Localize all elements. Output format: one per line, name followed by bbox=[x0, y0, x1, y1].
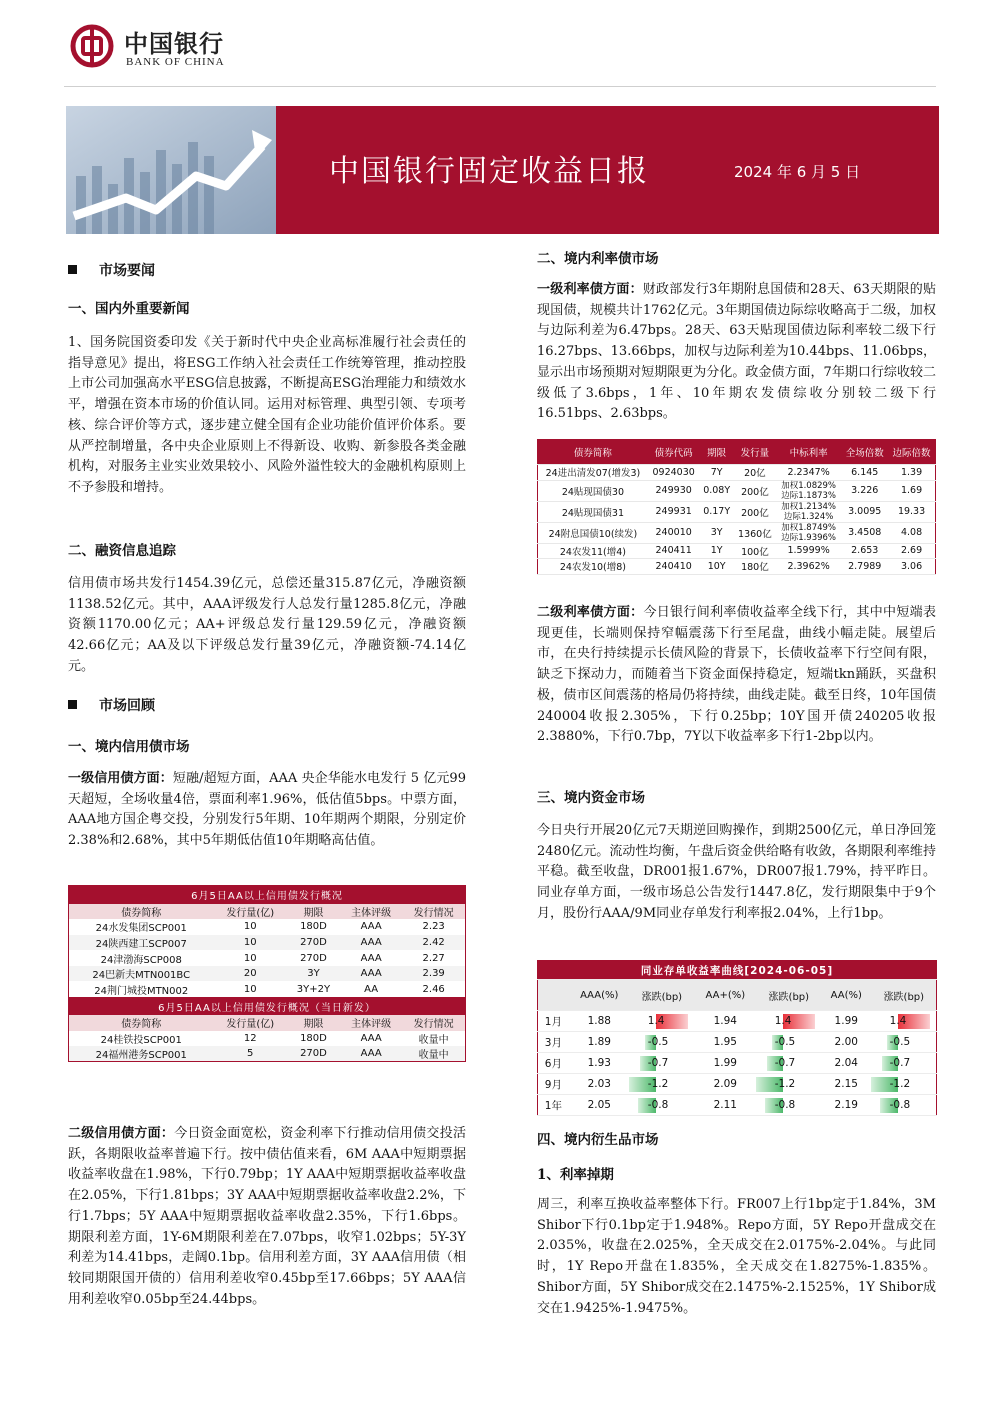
table-cell: 0.17Y bbox=[699, 501, 733, 522]
table-header-cell: 发行量(亿) bbox=[213, 1015, 287, 1031]
table-header-cell: 中标利率 bbox=[776, 440, 841, 465]
table-caption: 6月5日AA以上信用债发行概况 bbox=[69, 886, 466, 904]
table-header-cell: 期限 bbox=[699, 440, 733, 465]
secondary-credit-label: 二级信用债方面： bbox=[68, 1126, 175, 1141]
swap-heading: 1、利率掉期 bbox=[537, 1167, 614, 1183]
yield-cell: 2.03 bbox=[569, 1074, 630, 1095]
table-header-cell: 债券代码 bbox=[648, 440, 700, 465]
yield-cell: 2.15 bbox=[821, 1074, 872, 1095]
change-value: -0.5 bbox=[774, 1036, 796, 1048]
yield-cell: 1.99 bbox=[821, 1011, 872, 1032]
primary-credit-paragraph bbox=[68, 769, 466, 852]
table-header-cell: 发行量(亿) bbox=[213, 904, 287, 920]
tenor-cell: 1年 bbox=[538, 1095, 569, 1116]
change-value: -0.8 bbox=[889, 1099, 911, 1111]
table-cell: 24津渤海SCP008 bbox=[69, 950, 214, 966]
rate-bond-issuance-table bbox=[537, 439, 936, 575]
table-cell: 24荆门城投MTN002 bbox=[69, 981, 214, 997]
table-cell: 3Y+2Y bbox=[287, 981, 340, 997]
table-cell: 加权1.0829% 边际1.1873% bbox=[776, 480, 841, 501]
table-header-cell: 债券简称 bbox=[69, 1015, 214, 1031]
tenor-cell: 3月 bbox=[538, 1032, 569, 1053]
table-cell: 3.226 bbox=[841, 480, 888, 501]
table-cell: 4.08 bbox=[888, 522, 935, 543]
secondary-credit-text: 今日资金面宽松，资金利率下行推动信用债交投活跃，各期限收益率普遍下行。按中债估值来看，6M AAA中短期票据收益率收盘在1.98%，下行0.79bp；1Y AAA中短期票据收益率收盘在2.05%，下行1.81bps；3Y AAA中短期票据收益率收盘2.2%，下行1.7bps；5Y AAA中短期票据收益率收盘2.35%，下行1.6bps。期限利差方面，1Y-6M期限利差在7.07bps，收窄1.02bps；5Y-3Y利差为14.41bps，走阔0.1bp。信用利差方面，3Y AAA信用债（相较同期限国开债的）信用利差收窄0.45bp至17.66bps；5Y AAA信用利差收窄0.05bp至24.44bps。 bbox=[68, 1126, 466, 1307]
primary-rates-text: 财政部发行3年期附息国债和28天、63天期限的贴现国债，规模共计1762亿元。3年期国债边际综收略高于二级，加权与边际利差为6.47bps。28天、63天贴现国债边际利率较二级下行16.27bps、13.66bps，加权与边际利差为10.44bps、11.06bps，显示出市场预期对短期限更为分化。政金债方面，7年期口行综收较二级低了3.6bps，1年、10年期农发债综收分别较二级下行16.51bps、2.63bps。 bbox=[537, 282, 936, 422]
header-divider bbox=[64, 86, 936, 87]
section-market-review bbox=[68, 695, 155, 715]
table-cell: 10 bbox=[213, 935, 287, 951]
change-value: -0.8 bbox=[774, 1099, 796, 1111]
table-row bbox=[69, 1046, 466, 1062]
table-cell: 180D bbox=[287, 1031, 340, 1047]
table-row bbox=[538, 1011, 937, 1032]
table-cell: 249930 bbox=[648, 480, 700, 501]
table-cell: 24农发11(增4) bbox=[538, 543, 648, 559]
table-cell: 24进出清发07(增发3) bbox=[538, 465, 648, 481]
change-value: -0.7 bbox=[774, 1057, 796, 1069]
change-value: -0.8 bbox=[647, 1099, 669, 1111]
table-row bbox=[538, 1095, 937, 1116]
growth-arrow-image bbox=[66, 106, 276, 234]
table-cell: 249931 bbox=[648, 501, 700, 522]
change-cell bbox=[872, 1095, 937, 1116]
domestic-news-heading: 一、国内外重要新闻 bbox=[68, 301, 190, 317]
credit-issuance-table bbox=[68, 885, 466, 1062]
table-cell: 2.2347% bbox=[776, 465, 841, 481]
table-cell: 180亿 bbox=[734, 559, 776, 575]
financing-heading: 二、融资信息追踪 bbox=[68, 543, 176, 559]
section-market-news-label: 市场要闻 bbox=[99, 263, 155, 279]
secondary-rates-paragraph bbox=[537, 603, 936, 748]
table-cell: 7Y bbox=[699, 465, 733, 481]
change-value: -1.2 bbox=[774, 1078, 796, 1090]
news-paragraph: 1、国务院国资委印发《关于新时代中央企业高标准履行社会责任的指导意见》提出，将ESG工作纳入社会责任工作统筹管理，推动控股上市公司加强高水平ESG信息披露，不断提高ESG治理能力和绩效水平，增强在资本市场的价值认同。运用对标管理、典型引领、专项考核、综合评价等方式，逐步建立健全国有企业功能价值评价体系。要从严控制增量，各中央企业原则上不得新设、收购、新参股各类金融机构，对服务主业实业效果较小、风险外溢性较大的金融机构原则上不予参股和增持。 bbox=[68, 335, 466, 495]
table-cell: AAA bbox=[340, 966, 402, 982]
table-header-cell: 发行情况 bbox=[402, 904, 465, 920]
table-cell: 200亿 bbox=[734, 501, 776, 522]
table-header-cell: AA+(%) bbox=[694, 980, 757, 1011]
swap-paragraph: 周三，利率互换收益率整体下行。FR007上行1bp定于1.84%，3M Shibor下行0.1bp定于1.948%。Repo方面，5Y Repo开盘成交在2.035%，收盘在2.025%，全天成交在2.0175%-2.04%。与此同时，1Y Repo开盘在1.835%，全天成交在1.8275%-1.835%。Shibor方面，5Y Shibor成交在2.1475%-2.1525%，1Y Shibor成交在1.9425%-1.9475%。 bbox=[537, 1197, 936, 1316]
change-cell bbox=[872, 1011, 937, 1032]
table-cell: 5 bbox=[213, 1046, 287, 1062]
table-cell: 1.69 bbox=[888, 480, 935, 501]
yield-cell: 2.19 bbox=[821, 1095, 872, 1116]
change-cell bbox=[630, 1032, 694, 1053]
table-cell: 2.3962% bbox=[776, 559, 841, 575]
table-cell: 240410 bbox=[648, 559, 700, 575]
table-cell: 1.5999% bbox=[776, 543, 841, 559]
table-cell: 24水发集团SCP001 bbox=[69, 919, 214, 935]
secondary-rates-text: 今日银行间利率债收益率全线下行，其中中短端表现更佳，长端则保持窄幅震荡下行至尾盘，曲线小幅走陡。展望后市，在央行持续提示长债风险的背景下，长债收益率下行空间有限，缺乏下探动力，而随着当下资金面保持稳定，短端tkn踊跃，买盘积极，债市区间震荡的格局仍将持续，曲线走陡。截至日终，10年国债240004收报2.305%，下行0.25bp；10Y国开债240205收报2.3880%，下行0.7bp，7Y以下收益率多下行1-2bp以内。 bbox=[537, 605, 936, 745]
table-cell: 1Y bbox=[699, 543, 733, 559]
table-cell: AAA bbox=[340, 919, 402, 935]
logo-english-name: BANK OF CHINA bbox=[126, 56, 225, 68]
table-cell: 10 bbox=[213, 950, 287, 966]
money-market-paragraph: 今日央行开展20亿元7天期逆回购操作，到期2500亿元，单日净回笼2480亿元。流动性均衡，午盘后资金供给略有收敛，各期限利率维持平稳。截至收盘，DR001报1.67%，DR007报1.79%，持平昨日。同业存单方面，一级市场总公告发行1447.8亿，发行期限集中于9个月，股份行AAA/9M同业存单发行利率报2.04%，上行1bp。 bbox=[537, 823, 936, 921]
table-cell: 24贴现国债31 bbox=[538, 501, 648, 522]
ncd-yield-curve-table bbox=[537, 960, 937, 1116]
table-cell: 2.27 bbox=[402, 950, 465, 966]
table-row bbox=[69, 935, 466, 951]
table-cell: 24福州港务SCP001 bbox=[69, 1046, 214, 1062]
table-header-cell bbox=[538, 980, 569, 1011]
table-caption: 同业存单收益率曲线[2024-06-05] bbox=[538, 961, 937, 980]
table-cell: AAA bbox=[340, 950, 402, 966]
table-cell: 10Y bbox=[699, 559, 733, 575]
report-date: 2024 年 6 月 5 日 bbox=[734, 163, 861, 181]
section-market-review-label: 市场回顾 bbox=[99, 698, 155, 714]
table-cell: AA bbox=[340, 981, 402, 997]
change-value: 1.4 bbox=[889, 1015, 907, 1027]
table-cell: 2.7989 bbox=[841, 559, 888, 575]
table-row bbox=[69, 981, 466, 997]
table-header-cell: 涨跌(bp) bbox=[630, 980, 694, 1011]
table-header-cell: 债券简称 bbox=[538, 440, 648, 465]
change-value: -0.7 bbox=[647, 1057, 669, 1069]
secondary-credit-paragraph bbox=[68, 1124, 466, 1310]
table-row bbox=[538, 1074, 937, 1095]
tenor-cell: 6月 bbox=[538, 1053, 569, 1074]
rates-market-heading: 二、境内利率债市场 bbox=[537, 251, 659, 267]
table-cell: 270D bbox=[287, 1046, 340, 1062]
bank-of-china-emblem-icon bbox=[70, 24, 114, 68]
table-header-cell: 发行情况 bbox=[402, 1015, 465, 1031]
change-value: -0.7 bbox=[889, 1057, 911, 1069]
table-cell: 收量中 bbox=[402, 1046, 465, 1062]
table-cell: 240010 bbox=[648, 522, 700, 543]
table-cell: 270D bbox=[287, 950, 340, 966]
table-cell: 3Y bbox=[287, 966, 340, 982]
table-cell: 24桂铁投SCP001 bbox=[69, 1031, 214, 1047]
yield-cell: 1.93 bbox=[569, 1053, 630, 1074]
table-cell: 180D bbox=[287, 919, 340, 935]
table-cell: 24巴新夫MTN001BC bbox=[69, 966, 214, 982]
table-header-cell: 债券简称 bbox=[69, 904, 214, 920]
table-row bbox=[69, 1031, 466, 1047]
table-cell: 100亿 bbox=[734, 543, 776, 559]
primary-credit-text: 短融/超短方面，AAA 央企华能水电发行 5 亿元99天超短，全场收量4倍，票面利率1.96%，低估值5bps。中票方面，AAA地方国企粤交投，分别发行5年期、10年期两个期限，分别定价2.38%和2.68%，其中5年期低估值10年期略高估值。 bbox=[68, 771, 466, 849]
change-value: -0.5 bbox=[889, 1036, 911, 1048]
table-cell: 3.4508 bbox=[841, 522, 888, 543]
table-cell: 2.653 bbox=[841, 543, 888, 559]
change-value: -0.5 bbox=[647, 1036, 669, 1048]
table-cell: 3.06 bbox=[888, 559, 935, 575]
table-cell: 1360亿 bbox=[734, 522, 776, 543]
table-cell: 2.23 bbox=[402, 919, 465, 935]
yield-cell: 2.11 bbox=[694, 1095, 757, 1116]
table-header-cell: AAA(%) bbox=[569, 980, 630, 1011]
table-row bbox=[538, 559, 936, 575]
change-cell bbox=[757, 1011, 821, 1032]
table-cell: 收量中 bbox=[402, 1031, 465, 1047]
table-cell: 10 bbox=[213, 919, 287, 935]
bank-logo bbox=[70, 22, 260, 72]
table-header-cell: 涨跌(bp) bbox=[757, 980, 821, 1011]
table-row bbox=[538, 465, 936, 481]
table-cell: 24陕西建工SCP007 bbox=[69, 935, 214, 951]
table-row bbox=[538, 501, 936, 522]
change-cell bbox=[630, 1053, 694, 1074]
table-header-cell: AA(%) bbox=[821, 980, 872, 1011]
table-header-cell: 发行量 bbox=[734, 440, 776, 465]
table-cell: 2.69 bbox=[888, 543, 935, 559]
yield-cell: 1.89 bbox=[569, 1032, 630, 1053]
report-banner bbox=[66, 106, 939, 234]
table-cell: 24贴现国债30 bbox=[538, 480, 648, 501]
change-cell bbox=[757, 1074, 821, 1095]
table-header-cell: 全场倍数 bbox=[841, 440, 888, 465]
credit-market-heading: 一、境内信用债市场 bbox=[68, 739, 190, 755]
primary-credit-label: 一级信用债方面： bbox=[68, 771, 173, 786]
change-cell bbox=[630, 1074, 694, 1095]
table-header-cell: 边际倍数 bbox=[888, 440, 935, 465]
table-row bbox=[538, 1032, 937, 1053]
change-cell bbox=[872, 1074, 937, 1095]
table-cell: 12 bbox=[213, 1031, 287, 1047]
table-cell: 加权1.2134% 边际1.324% bbox=[776, 501, 841, 522]
tenor-cell: 1月 bbox=[538, 1011, 569, 1032]
change-cell bbox=[630, 1011, 694, 1032]
yield-cell: 1.99 bbox=[694, 1053, 757, 1074]
table-row bbox=[538, 1053, 937, 1074]
table-cell: 2.39 bbox=[402, 966, 465, 982]
table-header-cell: 涨跌(bp) bbox=[872, 980, 937, 1011]
table-cell: 3.0095 bbox=[841, 501, 888, 522]
change-cell bbox=[872, 1053, 937, 1074]
change-cell bbox=[757, 1053, 821, 1074]
table-header-cell: 主体评级 bbox=[340, 1015, 402, 1031]
table-cell: 2.46 bbox=[402, 981, 465, 997]
yield-cell: 1.94 bbox=[694, 1011, 757, 1032]
yield-cell: 2.04 bbox=[821, 1053, 872, 1074]
table-header-cell: 期限 bbox=[287, 1015, 340, 1031]
table-cell: 270D bbox=[287, 935, 340, 951]
table-cell: 24农发10(增8) bbox=[538, 559, 648, 575]
table-row bbox=[69, 966, 466, 982]
table-cell: 20亿 bbox=[734, 465, 776, 481]
table-cell: 6.145 bbox=[841, 465, 888, 481]
logo-chinese-name: 中国银行 bbox=[124, 29, 224, 58]
yield-cell: 2.09 bbox=[694, 1074, 757, 1095]
tenor-cell: 9月 bbox=[538, 1074, 569, 1095]
table-cell: 3Y bbox=[699, 522, 733, 543]
table-cell: AAA bbox=[340, 935, 402, 951]
yield-cell: 2.00 bbox=[821, 1032, 872, 1053]
change-value: 1.4 bbox=[774, 1015, 792, 1027]
table-header-cell: 主体评级 bbox=[340, 904, 402, 920]
table-cell: 加权1.8749% 边际1.9396% bbox=[776, 522, 841, 543]
secondary-rates-label: 二级利率债方面： bbox=[537, 605, 644, 620]
table-cell: 0924030 bbox=[648, 465, 700, 481]
table-header-cell: 期限 bbox=[287, 904, 340, 920]
yield-cell: 1.95 bbox=[694, 1032, 757, 1053]
table-cell: 1.39 bbox=[888, 465, 935, 481]
table-row bbox=[69, 919, 466, 935]
derivatives-heading: 四、境内衍生品市场 bbox=[537, 1132, 659, 1148]
report-title: 中国银行固定收益日报 bbox=[329, 154, 649, 189]
table-cell: 10 bbox=[213, 981, 287, 997]
table-cell: 2.42 bbox=[402, 935, 465, 951]
table-row bbox=[538, 480, 936, 501]
yield-cell: 1.88 bbox=[569, 1011, 630, 1032]
section-market-news bbox=[68, 260, 155, 280]
square-bullet-icon bbox=[68, 700, 77, 709]
change-value: -1.2 bbox=[647, 1078, 669, 1090]
money-market-heading: 三、境内资金市场 bbox=[537, 790, 645, 806]
change-cell bbox=[757, 1095, 821, 1116]
table-row bbox=[538, 522, 936, 543]
table-row bbox=[69, 950, 466, 966]
table-cell: AAA bbox=[340, 1031, 402, 1047]
change-value: -1.2 bbox=[889, 1078, 911, 1090]
table-cell: 0.08Y bbox=[699, 480, 733, 501]
table-cell: 240411 bbox=[648, 543, 700, 559]
change-cell bbox=[872, 1032, 937, 1053]
table-cell: 20 bbox=[213, 966, 287, 982]
primary-rates-paragraph bbox=[537, 280, 936, 425]
table-cell: AAA bbox=[340, 1046, 402, 1062]
change-value: 1.4 bbox=[647, 1015, 665, 1027]
table-cell: 19.33 bbox=[888, 501, 935, 522]
table-cell: 200亿 bbox=[734, 480, 776, 501]
table-caption-new: 6月5日AA以上信用债发行概况（当日新发） bbox=[69, 997, 466, 1015]
financing-paragraph: 信用债市场共发行1454.39亿元，总偿还量315.87亿元，净融资额1138.52亿元。其中，AAA评级发行人总发行量1285.8亿元，净融资额1170.00亿元；AA+评级总发行量129.59亿元，净融资额42.66亿元；AA及以下评级总发行量39亿元，净融资额-74.14亿元。 bbox=[68, 576, 466, 674]
yield-cell: 2.05 bbox=[569, 1095, 630, 1116]
table-row bbox=[538, 543, 936, 559]
table-cell: 24附息国债10(续发) bbox=[538, 522, 648, 543]
change-cell bbox=[757, 1032, 821, 1053]
change-cell bbox=[630, 1095, 694, 1116]
square-bullet-icon bbox=[68, 265, 77, 274]
primary-rates-label: 一级利率债方面： bbox=[537, 282, 643, 297]
